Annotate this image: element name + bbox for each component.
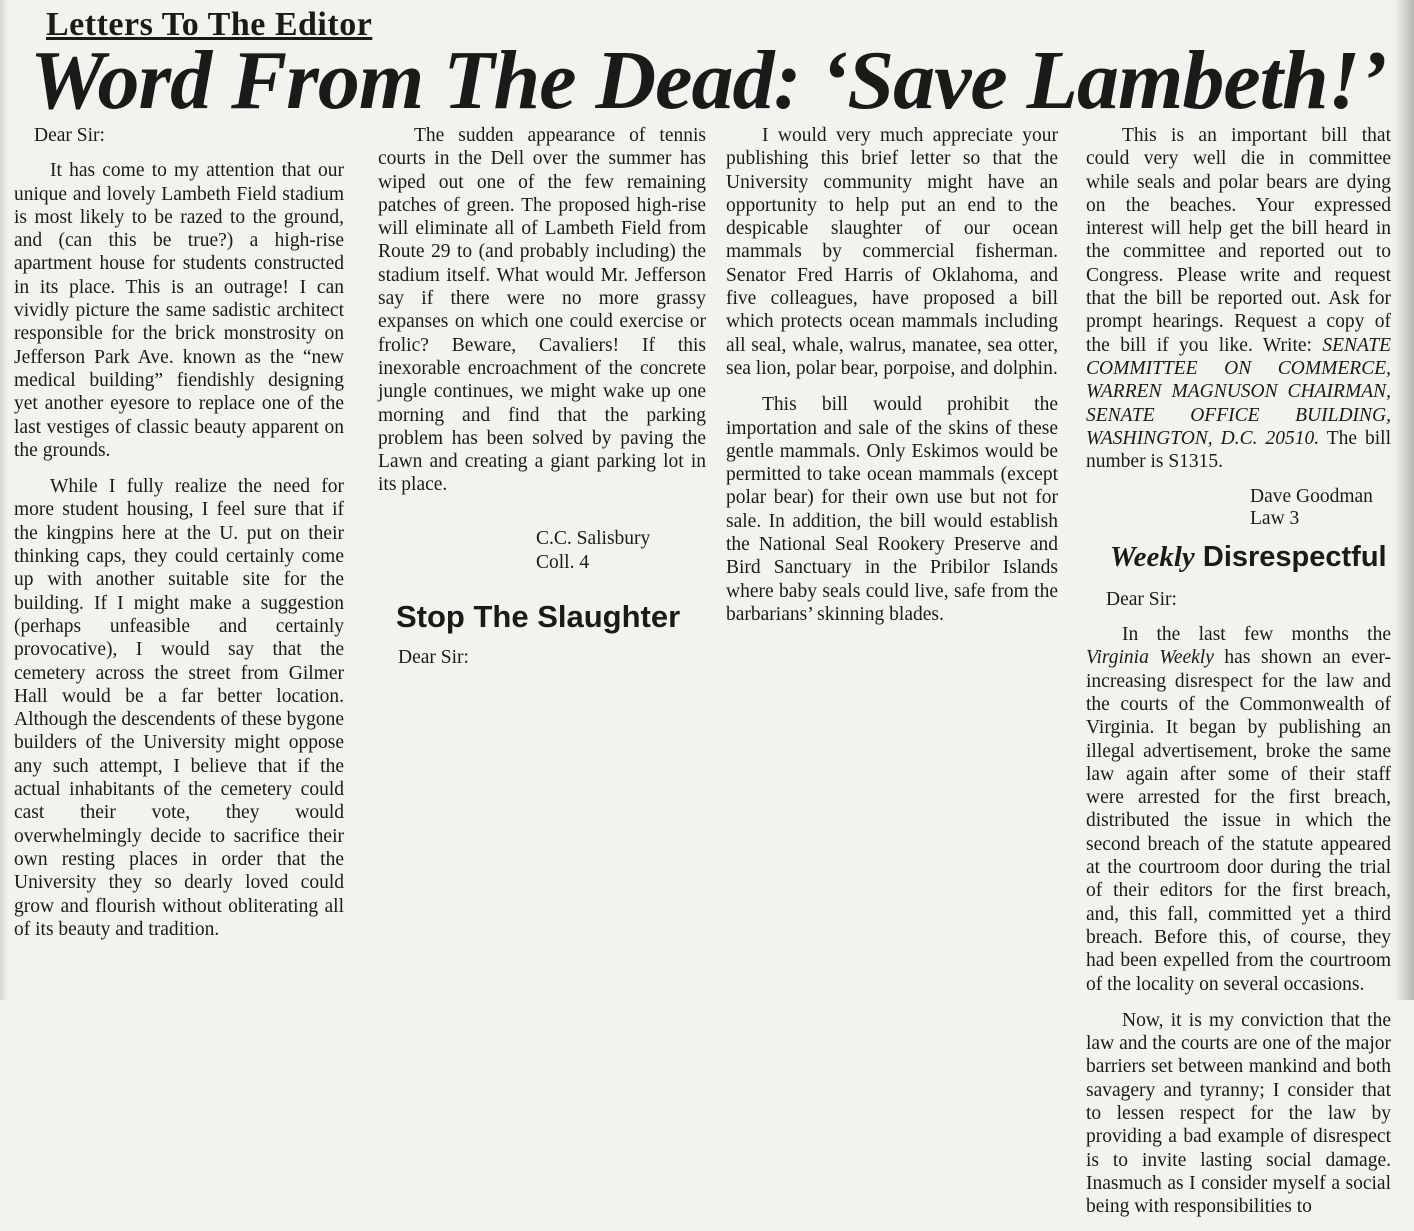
letter2-signature: Dave Goodman <box>1250 486 1373 508</box>
bill-number-text: The bill number is S1315. <box>1086 427 1391 473</box>
letter2-paragraph-text: This is an important bill that could very well die in committee while seals and polar bears are dying on the beaches. Your expressed interest will help get the bill heard in the committee and reported out to Congress. Please write and request that the bill be reported out. Ask for prompt hearings. Request a copy of the bill if you like. Write: <box>1086 125 1391 356</box>
letter1-affiliation: Coll. 4 <box>536 551 590 573</box>
letter3-paragraph: Now, it is my conviction that the law and the courts are one of the major barriers set between mankind and both savagery and tyranny; I consider that to lessen respect for the law by providing a bad example of disrespect is to invite lasting social damage. Inasmuch as I consider myself a social being with responsibilities to <box>1086 1009 1391 1218</box>
publication-name: Virginia Weekly <box>1086 647 1214 669</box>
page-shadow <box>1394 0 1414 1000</box>
page-edge <box>0 0 8 1000</box>
letter1-salutation: Dear Sir: <box>34 125 105 146</box>
letter3-title-italic: Weekly <box>1110 541 1195 574</box>
column-3 <box>726 124 1058 639</box>
column-1 <box>14 124 344 954</box>
column-4 <box>1086 124 1391 1231</box>
letter3-title-rest: Disrespectful <box>1202 541 1387 574</box>
letter1-paragraph: The sudden appearance of tennis courts in the Dell over the summer has wiped out one of the few remaining patches of green. The proposed high-rise will eliminate all of Lambeth Field from Route 29 to (and probably including) the stadium itself. What would Mr. Jefferson say if there were no more grassy expanses on which one could exercise or frolic? Beware, Cavaliers! If this inexorable encroachment of the concrete jungle continues, we might wake up one morning and find that the parking problem has been solved by paving the Lawn and creating a giant parking lot in its place. <box>378 125 706 496</box>
letter3-text: In the last few months the <box>1122 624 1391 646</box>
letter2-paragraph: I would very much appreciate your publishing this brief letter so that the University community might have an opportunity to help put an end to the despicable slaughter of our ocean mammals by commercial fisherman. Senator Fred Harris of Oklahoma, and five colleagues, have proposed a bill which protects ocean mammals including all seal, whale, walrus, manatee, sea otter, sea lion, polar bear, porpoise, and dolphin. <box>726 125 1058 379</box>
letter2-salutation: Dear Sir: <box>398 647 469 669</box>
letter1-paragraph: It has come to my attention that our unique and lovely Lambeth Field stadium is most likely to be razed to the ground, and (can this be true?) a high-rise apartment house for students constructed in its place. This is an outrage! I can vividly picture the same sadistic architect responsible for the brick monstrosity on Jefferson Park Ave. known as the “new medical building” fiendishly designing yet another eyesore to replace one of the last vestiges of classic beauty apparent on the grounds. <box>14 160 344 461</box>
senate-address: SENATE COMMITTEE ON COMMERCE, WARREN MAGNUSON CHAIRMAN, SENATE OFFICE BUILDING, WASHINGTON, D.C. 20510. <box>1086 334 1391 449</box>
letter3-paragraph <box>1086 623 1391 996</box>
letter2-affiliation: Law 3 <box>1250 508 1300 530</box>
letter2-paragraph <box>1086 124 1391 473</box>
letter1-paragraph: While I fully realize the need for more student housing, I feel sure that if the kingpins here at the U. put on their thinking caps, they could certainly come up with another suitable site for the building. If I might make a suggestion (perhaps unfeasible and certainly provocative), I would say that the cemetery across the street from Gilmer Hall would be a far better location. Although the descendents of these bygone builders of the University might oppose any such attempt, I believe that if the actual inhabitants of the cemetery could cast their vote, they would overwhelmingly decide to sacrifice their own resting places in order that the University they so dearly loved could grow and flourish without obliterating all of its beauty and tradition. <box>14 476 344 940</box>
letter2-paragraph: This bill would prohibit the importation and sale of the skins of these gentle mammals. Only Eskimos would be permitted to take ocean mammals (except polar bear) for their own use but not for sale. In addition, the bill would establish the National Seal Rookery Preserve and Bird Sanctuary in the Pribilor Islands where baby seals could live, safe from the barbarians’ skinning blades. <box>726 394 1058 625</box>
letter2-signature-block <box>1250 486 1391 530</box>
headline: Word From The Dead: ‘Save Lambeth!’ <box>30 34 1387 127</box>
section-heading: Letters To The Editor <box>46 6 373 43</box>
column-2 <box>378 124 706 681</box>
letter1-signature-block <box>536 527 706 575</box>
letter3-text: has shown an ever-increasing disrespect for the law and the courts of the Commonwealth of Virginia. It began by publishing an illegal advertisement, broke the same law again after some of their staff were arrested for the first breach, distributed the issue in which the second breach of the statute appeared at the courtroom door during the trial of their editors for the first breach, and, this fall, committed yet a third breach. Before this, of course, they had been expelled from the courtroom of the locality on several occasions. <box>1086 647 1392 995</box>
letter2-title: Stop The Slaughter <box>396 598 681 634</box>
letter1-signature: C.C. Salisbury <box>536 527 651 549</box>
letter3-title <box>1110 541 1391 574</box>
letter3-salutation: Dear Sir: <box>1106 588 1177 610</box>
